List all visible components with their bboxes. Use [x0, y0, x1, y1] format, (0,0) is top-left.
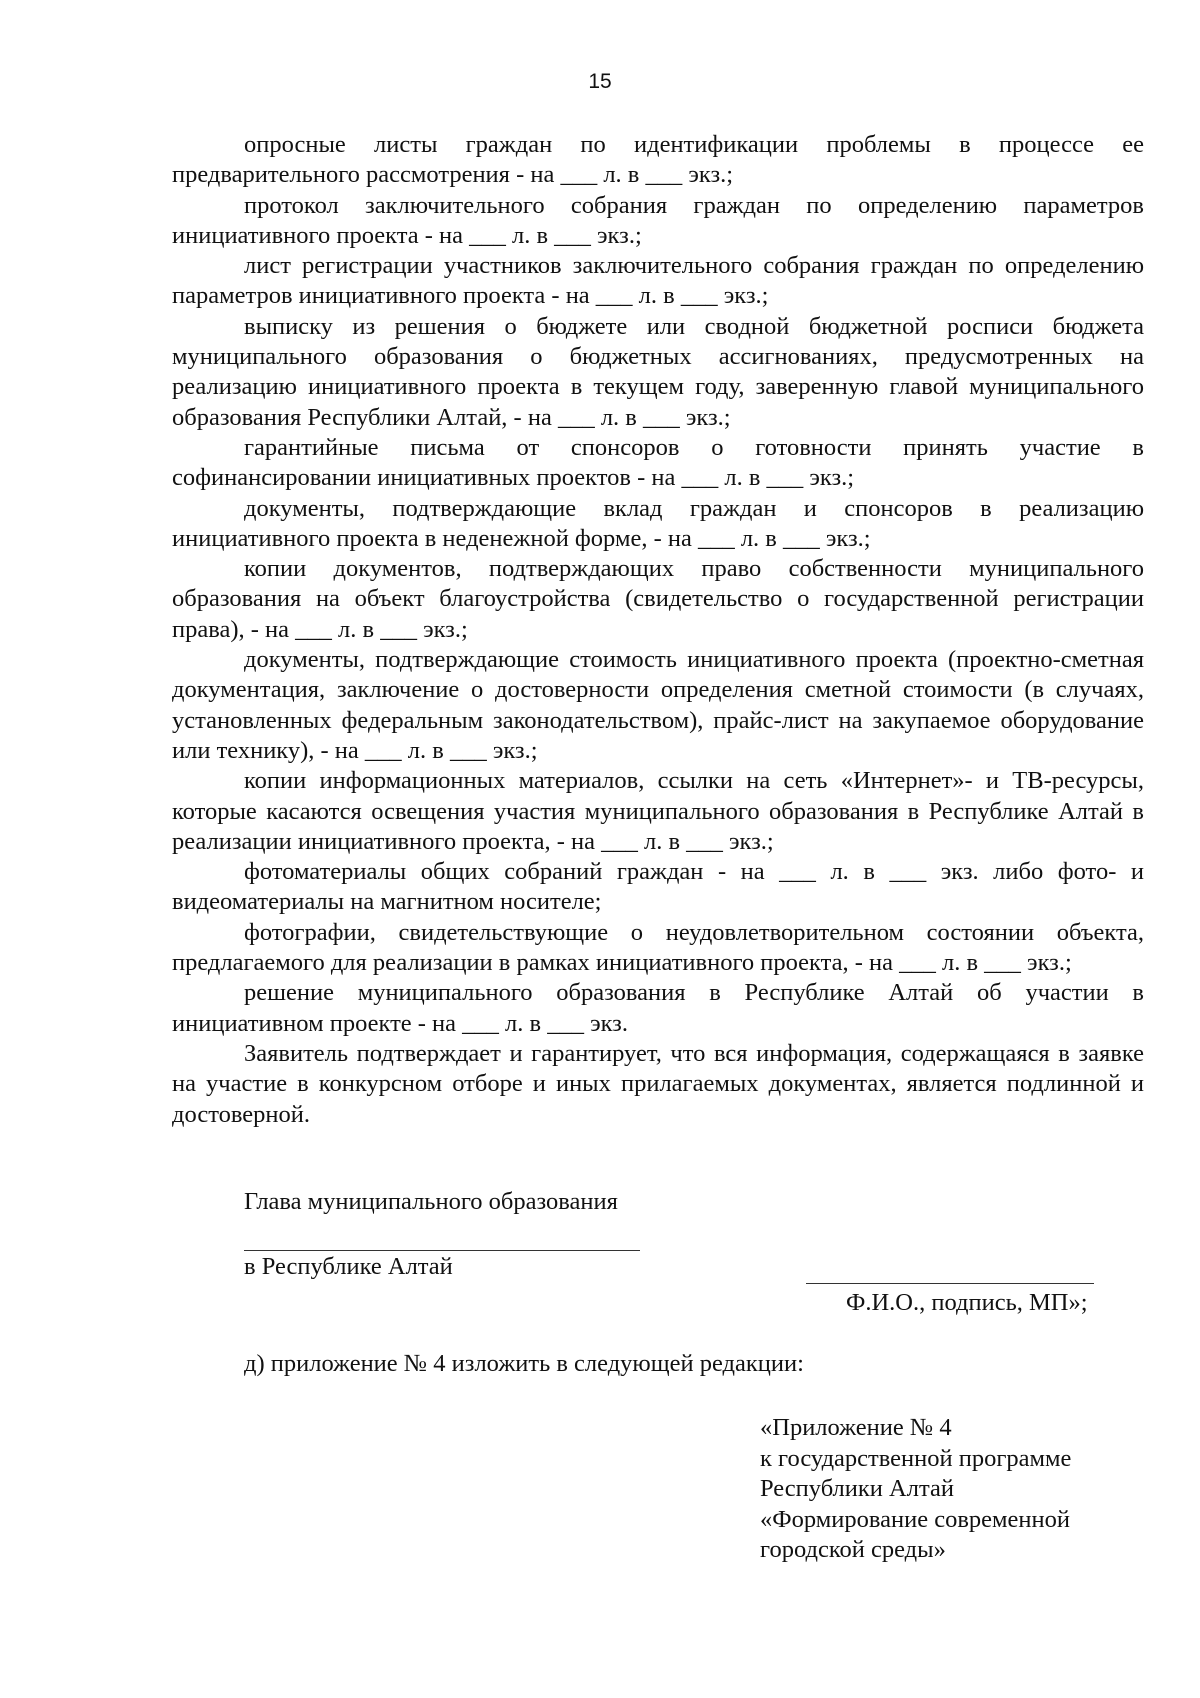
- paragraph-participation-decision: решение муниципального образования в Республике Алтай об участии в инициативном проекте - на ___ л. в ___ экз.: [172, 979, 1144, 1037]
- signature-caption: Ф.И.О., подпись, МП»;: [846, 1289, 1088, 1316]
- appendix-line: «Приложение № 4: [760, 1414, 952, 1441]
- paragraph-contribution-documents: документы, подтверждающие вклад граждан и спонсоров в реализацию инициативного проекта в неденежной форме, - на ___ л. в ___ экз.;: [172, 494, 1144, 552]
- signature-underline: [244, 1250, 640, 1251]
- signature-title: Глава муниципального образования: [244, 1188, 618, 1215]
- paragraph-information-materials: копии информационных материалов, ссылки на сеть «Интернет»- и ТВ-ресурсы, которые касаются освещения участия муниципального образования в Республике Алтай в реализации инициативного проекта, - на ___ л. в ___ экз.;: [172, 767, 1144, 855]
- paragraph-guarantee-letters: гарантийные письма от спонсоров о готовности принять участие в софинансировании инициативных проектов - на ___ л. в ___ экз.;: [172, 433, 1144, 492]
- paragraph-object-photos: фотографии, свидетельствующие о неудовлетворительном состоянии объекта, предлагаемого для реализации в рамках инициативного проекта, - на ___ л. в ___ экз.;: [172, 918, 1144, 977]
- appendix-line: городской среды»: [760, 1536, 946, 1563]
- signature-region: в Республике Алтай: [244, 1253, 453, 1280]
- amendment-text: д) приложение № 4 изложить в следующей редакции:: [244, 1350, 804, 1377]
- paragraph-registration-sheet: лист регистрации участников заключительного собрания граждан по определению параметров инициативного проекта - на ___ л. в ___ экз.;: [172, 252, 1144, 310]
- page-number: 15: [588, 70, 612, 93]
- paragraph-cost-documents: документы, подтверждающие стоимость инициативного проекта (проектно-сметная документация, заключение о достоверности определения сметной стоимости (в случаях, установленных федеральным законодательством), прайс-лист на закупаемое оборудование или технику), - на ___ л. в ___ экз.;: [172, 646, 1144, 764]
- paragraph-budget-extract: выписку из решения о бюджете или сводной бюджетной росписи бюджета муниципального образования о бюджетных ассигнованиях, предусмотренных на реализацию инициативного проекта в текущем году, заверенную главой муниципального образования Республики Алтай, - на ___ л. в ___ экз.;: [172, 312, 1144, 431]
- appendix-header: [760, 1413, 1071, 1566]
- signature-field-line: [806, 1283, 1094, 1284]
- paragraph-applicant-guarantee: Заявитель подтверждает и гарантирует, что вся информация, содержащаяся в заявке на участие в конкурсном отборе и иных прилагаемых документах, является подлинной и достоверной.: [172, 1039, 1144, 1128]
- document-body: [172, 130, 1144, 1130]
- paragraph-meeting-photos: фотоматериалы общих собраний граждан - на ___ л. в ___ экз. либо фото- и видеоматериалы на магнитном носителе;: [172, 858, 1144, 916]
- appendix-line: к государственной программе: [760, 1444, 1072, 1472]
- appendix-line: «Формирование современной: [760, 1505, 1070, 1533]
- appendix-line: Республики Алтай: [760, 1475, 954, 1502]
- paragraph-ownership-copies: копии документов, подтверждающих право собственности муниципального образования на объект благоустройства (свидетельство о государственной регистрации права), - на ___ л. в ___ экз.;: [172, 555, 1144, 643]
- paragraph-final-meeting-protocol: протокол заключительного собрания граждан по определению параметров инициативного проекта - на ___ л. в ___ экз.;: [172, 191, 1144, 249]
- paragraph-survey-sheets: опросные листы граждан по идентификации проблемы в процессе ее предварительного рассмотрения - на ___ л. в ___ экз.;: [172, 131, 1144, 189]
